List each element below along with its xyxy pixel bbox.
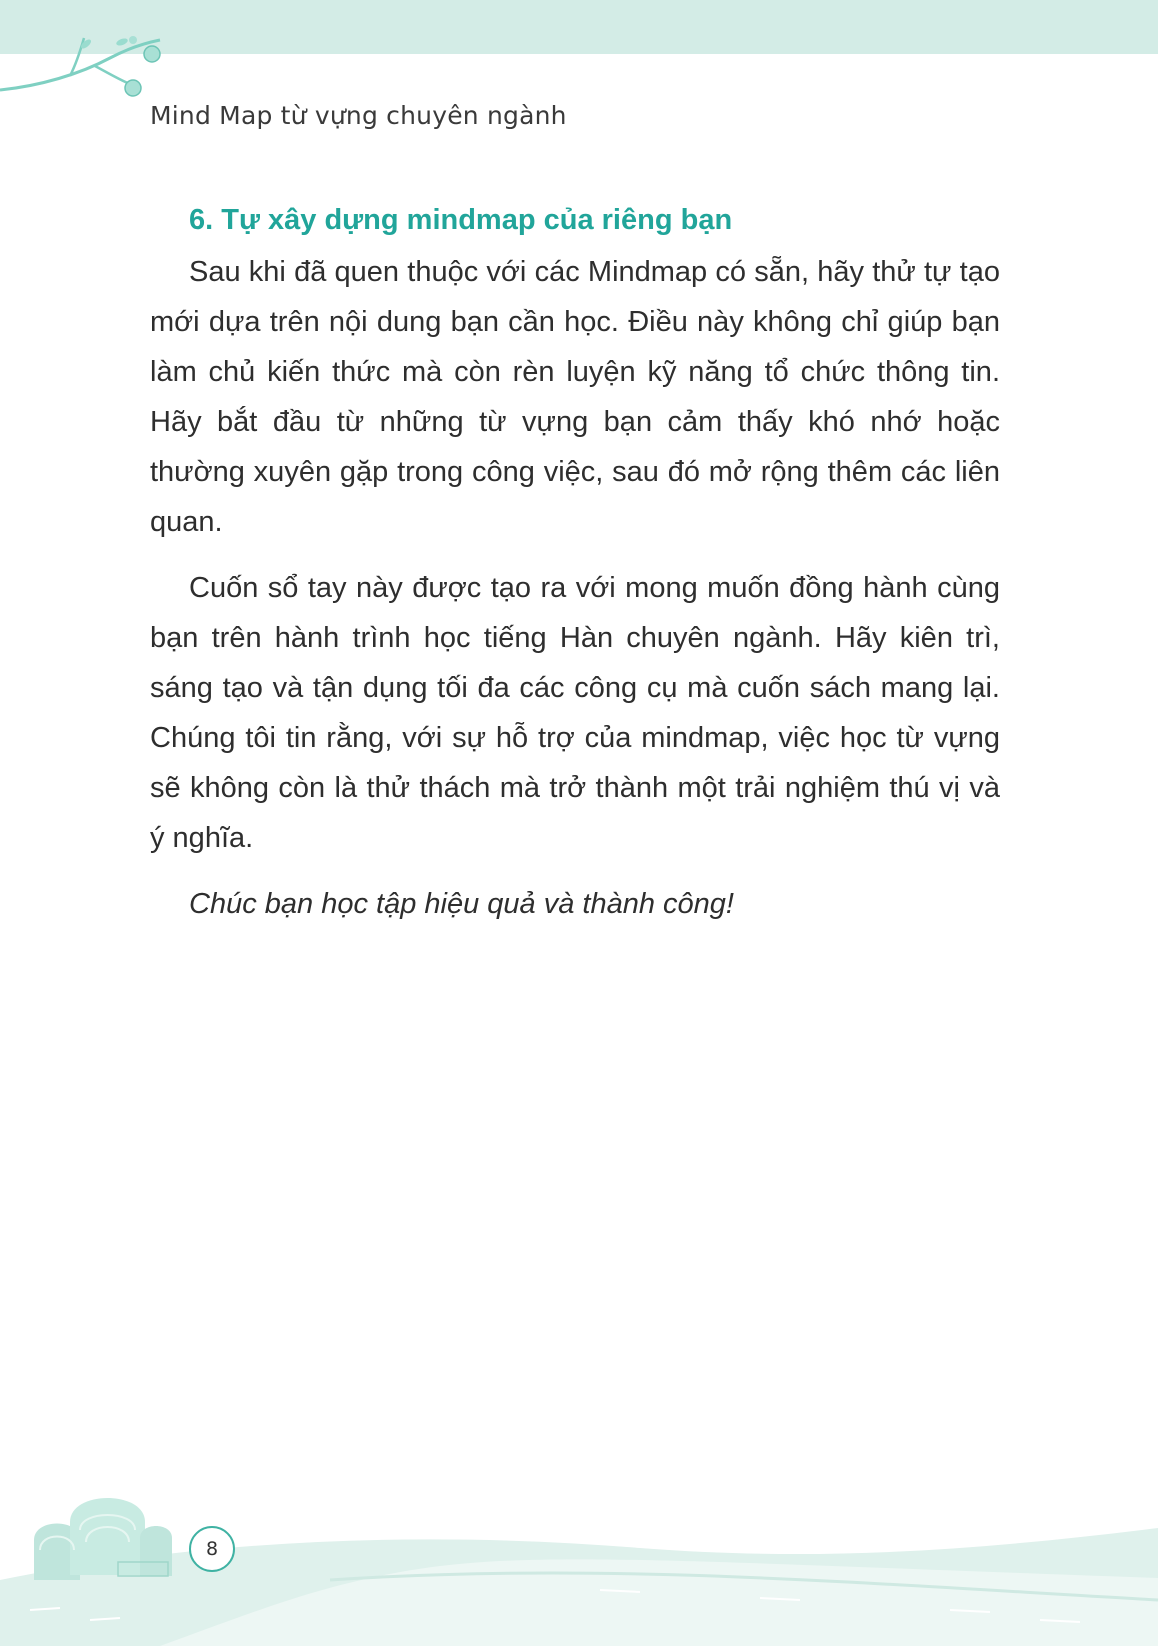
page-number: 8 — [189, 1526, 235, 1572]
body-paragraph-2: Cuốn sổ tay này được tạo ra với mong muốn đồng hành cùng bạn trên hành trình học tiếng Hàn chuyên ngành. Hãy kiên trì, sáng tạo và tận dụng tối đa các công cụ mà cuốn sách mang lại. Chúng tôi tin rằng, với sự hỗ trợ của mindmap, việc học từ vựng sẽ không còn là thử thách mà trở thành một trải nghiệm thú vị và ý nghĩa. — [150, 572, 1000, 854]
body-paragraph-1: Sau khi đã quen thuộc với các Mindmap có sẵn, hãy thử tự tạo mới dựa trên nội dung bạn cần học. Điều này không chỉ giúp bạn làm chủ kiến thức mà còn rèn luyện kỹ năng tổ chức thông tin. Hãy bắt đầu từ những từ vựng bạn cảm thấy khó nhớ hoặc thường xuyên gặp trong công việc, sau đó mở rộng thêm các liên quan. — [150, 256, 1000, 538]
hills-landscape-icon — [0, 1470, 1158, 1646]
section-heading: 6. Tự xây dựng mindmap của riêng bạn — [189, 204, 733, 236]
closing-wish: Chúc bạn học tập hiệu quả và thành công! — [189, 888, 734, 920]
page-content — [150, 198, 1000, 929]
running-header-title: Mind Map từ vựng chuyên ngành — [150, 101, 567, 130]
branch-decoration-icon — [0, 28, 175, 108]
